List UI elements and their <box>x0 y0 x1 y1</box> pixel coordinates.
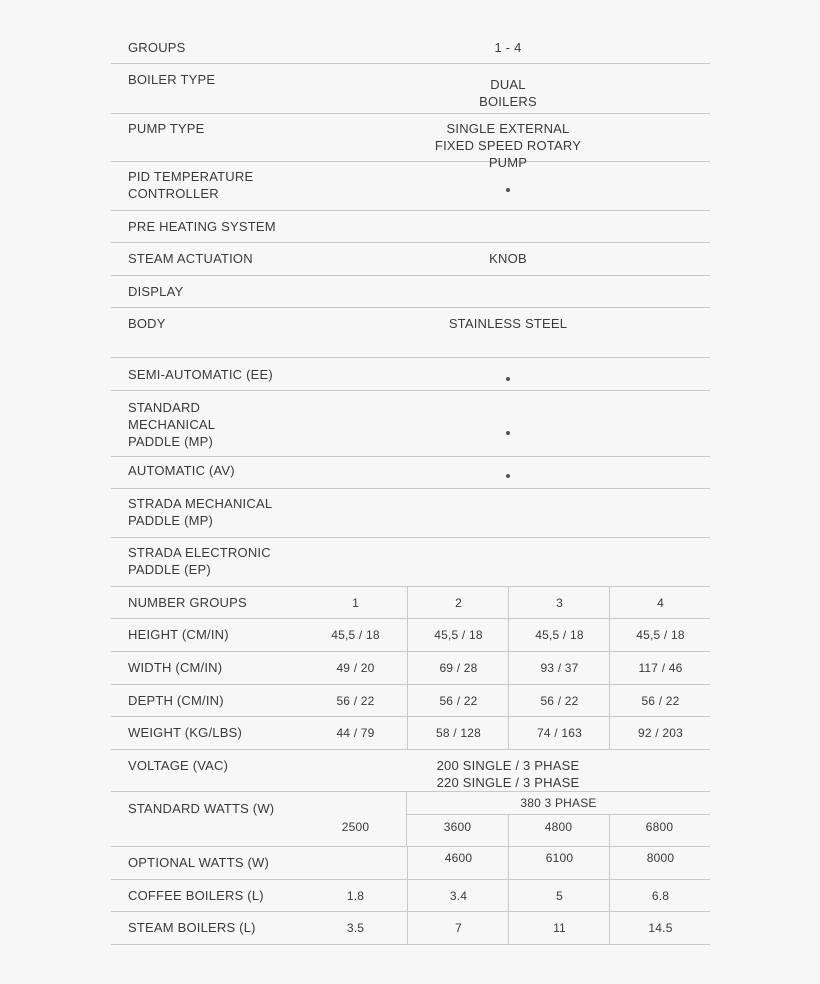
boiler-cell: 3.5 <box>346 921 365 935</box>
row-value-line: SINGLE EXTERNAL <box>446 121 570 136</box>
row-coffee-boilers <box>111 880 710 912</box>
grid-row <box>111 652 710 685</box>
row-label: PRE HEATING SYSTEM <box>128 219 276 234</box>
grid-cell: 1 <box>352 595 359 610</box>
spec-table <box>111 31 710 945</box>
boiler-cell: 7 <box>407 912 509 944</box>
row-value: STAINLESS STEEL <box>448 316 568 331</box>
row-label <box>128 495 308 529</box>
grid-cell: 45,5 / 18 <box>609 619 711 651</box>
grid-cell: 44 / 79 <box>336 726 375 740</box>
grid-cell: 56 / 22 <box>609 685 711 716</box>
row-optional-watts <box>111 847 710 880</box>
grid-cell: 58 / 128 <box>407 717 509 749</box>
row-label <box>128 399 308 450</box>
row-value: 1 - 4 <box>494 40 522 55</box>
row-label: WEIGHT (KG/LBS) <box>128 725 242 740</box>
row-label <box>128 168 308 202</box>
row-label: COFFEE BOILERS (L) <box>128 888 264 903</box>
grid-cell: 69 / 28 <box>407 652 509 684</box>
grid-cell: 56 / 22 <box>407 685 509 716</box>
row-label: OPTIONAL WATTS (W) <box>128 855 270 870</box>
row-pump-type <box>111 114 710 170</box>
row-semi-automatic <box>111 358 710 391</box>
row-label: PUMP TYPE <box>128 121 205 136</box>
row-label: SEMI-AUTOMATIC (EE) <box>128 367 273 382</box>
row-label: BODY <box>128 316 166 331</box>
row-label-line: PADDLE (EP) <box>128 562 211 577</box>
row-label: AUTOMATIC (AV) <box>128 463 235 478</box>
row-value <box>415 76 601 110</box>
grid-cell: 92 / 203 <box>609 717 711 749</box>
watts-cell: 8000 <box>609 847 711 879</box>
row-steam-actuation <box>111 243 710 276</box>
check-dot-icon <box>506 188 510 192</box>
watts-cell: 4600 <box>407 847 509 879</box>
boiler-cell: 11 <box>508 912 610 944</box>
row-label-line: PADDLE (MP) <box>128 434 214 449</box>
row-label: NUMBER GROUPS <box>128 595 247 610</box>
watts-cell: 2500 <box>341 820 370 834</box>
grid-cell: 49 / 20 <box>336 661 375 675</box>
row-label: STEAM BOILERS (L) <box>128 920 256 935</box>
row-label: HEIGHT (CM/IN) <box>128 627 229 642</box>
watts-cell: 6100 <box>508 847 610 879</box>
row-value-line: FIXED SPEED ROTARY PUMP <box>434 138 582 170</box>
grid-row <box>111 587 710 619</box>
row-strada-ep <box>111 538 710 587</box>
row-boiler-type <box>111 64 710 114</box>
row-label-line: STRADA ELECTRONIC <box>128 545 271 560</box>
row-label-line: PADDLE (MP) <box>128 513 214 528</box>
row-label-line: CONTROLLER <box>128 186 219 201</box>
row-value <box>415 757 601 791</box>
boiler-cell: 6.8 <box>609 880 711 911</box>
grid-cell: 45,5 / 18 <box>407 619 509 651</box>
row-label <box>128 544 308 578</box>
row-display <box>111 276 710 308</box>
check-dot-icon <box>506 474 510 478</box>
watts-cell: 3600 <box>443 820 472 834</box>
dimensions-grid <box>111 587 710 750</box>
row-body <box>111 308 710 358</box>
row-label: STANDARD WATTS (W) <box>128 801 275 816</box>
boiler-cell: 1.8 <box>346 888 365 903</box>
check-dot-icon <box>506 377 510 381</box>
row-voltage <box>111 750 710 792</box>
row-automatic <box>111 457 710 489</box>
boiler-cell: 3.4 <box>407 880 509 911</box>
row-groups <box>111 31 710 64</box>
grid-row <box>111 717 710 750</box>
row-label: WIDTH (CM/IN) <box>128 660 223 675</box>
row-standard-watts <box>111 792 710 847</box>
grid-cell: 3 <box>508 587 610 618</box>
row-value-line: 220 SINGLE / 3 PHASE <box>436 775 580 790</box>
row-value-line: 200 SINGLE / 3 PHASE <box>436 758 580 773</box>
grid-cell: 93 / 37 <box>508 652 610 684</box>
row-label-line: PID TEMPERATURE <box>128 169 254 184</box>
grid-cell: 56 / 22 <box>336 693 375 708</box>
grid-row <box>111 619 710 652</box>
watts-cell: 4800 <box>544 820 573 834</box>
row-value: KNOB <box>489 251 527 266</box>
grid-cell: 45,5 / 18 <box>508 619 610 651</box>
boiler-cell: 5 <box>508 880 610 911</box>
row-value-line: DUAL <box>490 77 526 92</box>
row-label: DEPTH (CM/IN) <box>128 693 224 708</box>
row-label-line: STRADA MECHANICAL <box>128 496 273 511</box>
row-label: GROUPS <box>128 40 186 55</box>
row-label: DISPLAY <box>128 284 184 299</box>
check-dot-icon <box>506 431 510 435</box>
watts-cell: 6800 <box>645 820 674 834</box>
row-pid-controller <box>111 162 710 211</box>
grid-cell: 56 / 22 <box>508 685 610 716</box>
row-strada-mp <box>111 489 710 538</box>
row-standard-mp <box>111 391 710 457</box>
row-label: BOILER TYPE <box>128 72 216 87</box>
row-pre-heating <box>111 211 710 243</box>
row-label-line: MECHANICAL <box>128 417 216 432</box>
row-label: STEAM ACTUATION <box>128 251 253 266</box>
row-steam-boilers <box>111 912 710 945</box>
phase-header: 380 3 PHASE <box>407 792 710 815</box>
grid-cell: 4 <box>609 587 711 618</box>
grid-cell: 74 / 163 <box>508 717 610 749</box>
row-label-line: STANDARD <box>128 400 201 415</box>
row-value-line: BOILERS <box>479 94 537 109</box>
grid-cell: 2 <box>407 587 509 618</box>
boiler-cell: 14.5 <box>609 912 711 944</box>
grid-cell: 45,5 / 18 <box>331 628 380 642</box>
row-label: VOLTAGE (VAC) <box>128 758 229 773</box>
grid-row <box>111 685 710 717</box>
grid-cell: 117 / 46 <box>609 652 711 684</box>
